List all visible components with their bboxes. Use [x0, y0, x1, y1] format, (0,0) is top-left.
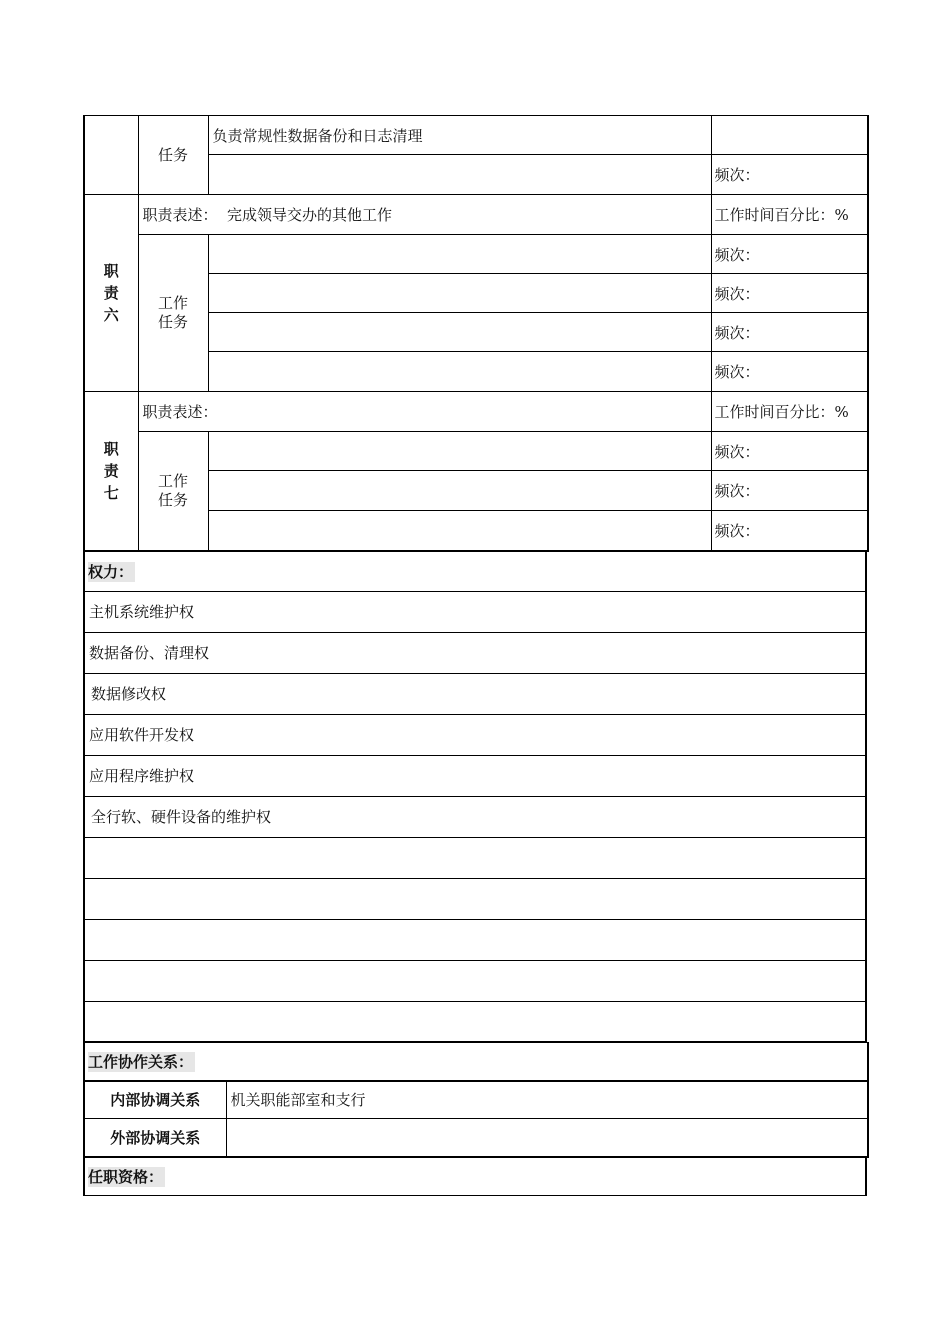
- external-coordination-value: [226, 1119, 868, 1157]
- power-item: [84, 919, 866, 960]
- external-coordination-label: 外部协调关系: [84, 1119, 226, 1157]
- task-label: 任务: [138, 116, 208, 195]
- task-row: [208, 471, 711, 511]
- power-item: 主机系统维护权: [84, 591, 866, 632]
- task-row: [208, 235, 711, 274]
- power-table: [83, 551, 867, 1044]
- frequency-cell: 频次：: [711, 313, 868, 352]
- power-item: [84, 1001, 866, 1042]
- duty-seven-label: 职 责 七: [84, 392, 138, 551]
- duty-six-label: 职 责 六: [84, 195, 138, 392]
- cooperation-table: [83, 1042, 869, 1158]
- internal-coordination-label: 内部协调关系: [84, 1081, 226, 1119]
- job-description-sheet: [83, 115, 867, 1196]
- frequency-cell: 频次：: [711, 432, 868, 471]
- frequency-cell: 频次：: [711, 235, 868, 274]
- internal-coordination-value: 机关职能部室和支行: [226, 1081, 868, 1119]
- duty-six-statement: 职责表述： 完成领导交办的其他工作: [138, 195, 711, 235]
- power-item: [84, 960, 866, 1001]
- task-row: [208, 155, 711, 195]
- frequency-cell: 频次：: [711, 274, 868, 313]
- duties-table: [83, 115, 869, 552]
- power-item: 应用程序维护权: [84, 755, 866, 796]
- task-row: [208, 352, 711, 392]
- frequency-cell: 频次：: [711, 155, 868, 195]
- power-item: 数据备份、清理权: [84, 632, 866, 673]
- frequency-cell: [711, 116, 868, 155]
- duty-seven-time-percent: 工作时间百分比：%: [711, 392, 868, 432]
- power-item: [84, 878, 866, 919]
- duty-six-time-percent: 工作时间百分比：%: [711, 195, 868, 235]
- duty-continued-cell: [84, 116, 138, 195]
- task-row: [208, 274, 711, 313]
- qualification-table: [83, 1157, 867, 1196]
- task-row: [208, 432, 711, 471]
- duty-six-task-label: 工作 任务: [138, 235, 208, 392]
- task-row: [208, 313, 711, 352]
- power-item: 全行软、硬件设备的维护权: [84, 796, 866, 837]
- frequency-cell: 频次：: [711, 471, 868, 511]
- frequency-cell: 频次：: [711, 511, 868, 551]
- qualification-heading: 任职资格：: [84, 1157, 866, 1195]
- cooperation-heading: 工作协作关系：: [84, 1043, 868, 1081]
- task-row: 负责常规性数据备份和日志清理: [208, 116, 711, 155]
- power-item: [84, 837, 866, 878]
- power-item: 数据修改权: [84, 673, 866, 714]
- task-row: [208, 511, 711, 551]
- power-item: 应用软件开发权: [84, 714, 866, 755]
- power-heading: 权力：: [84, 551, 866, 591]
- duty-seven-statement: 职责表述：: [138, 392, 711, 432]
- duty-seven-task-label: 工作 任务: [138, 432, 208, 551]
- frequency-cell: 频次：: [711, 352, 868, 392]
